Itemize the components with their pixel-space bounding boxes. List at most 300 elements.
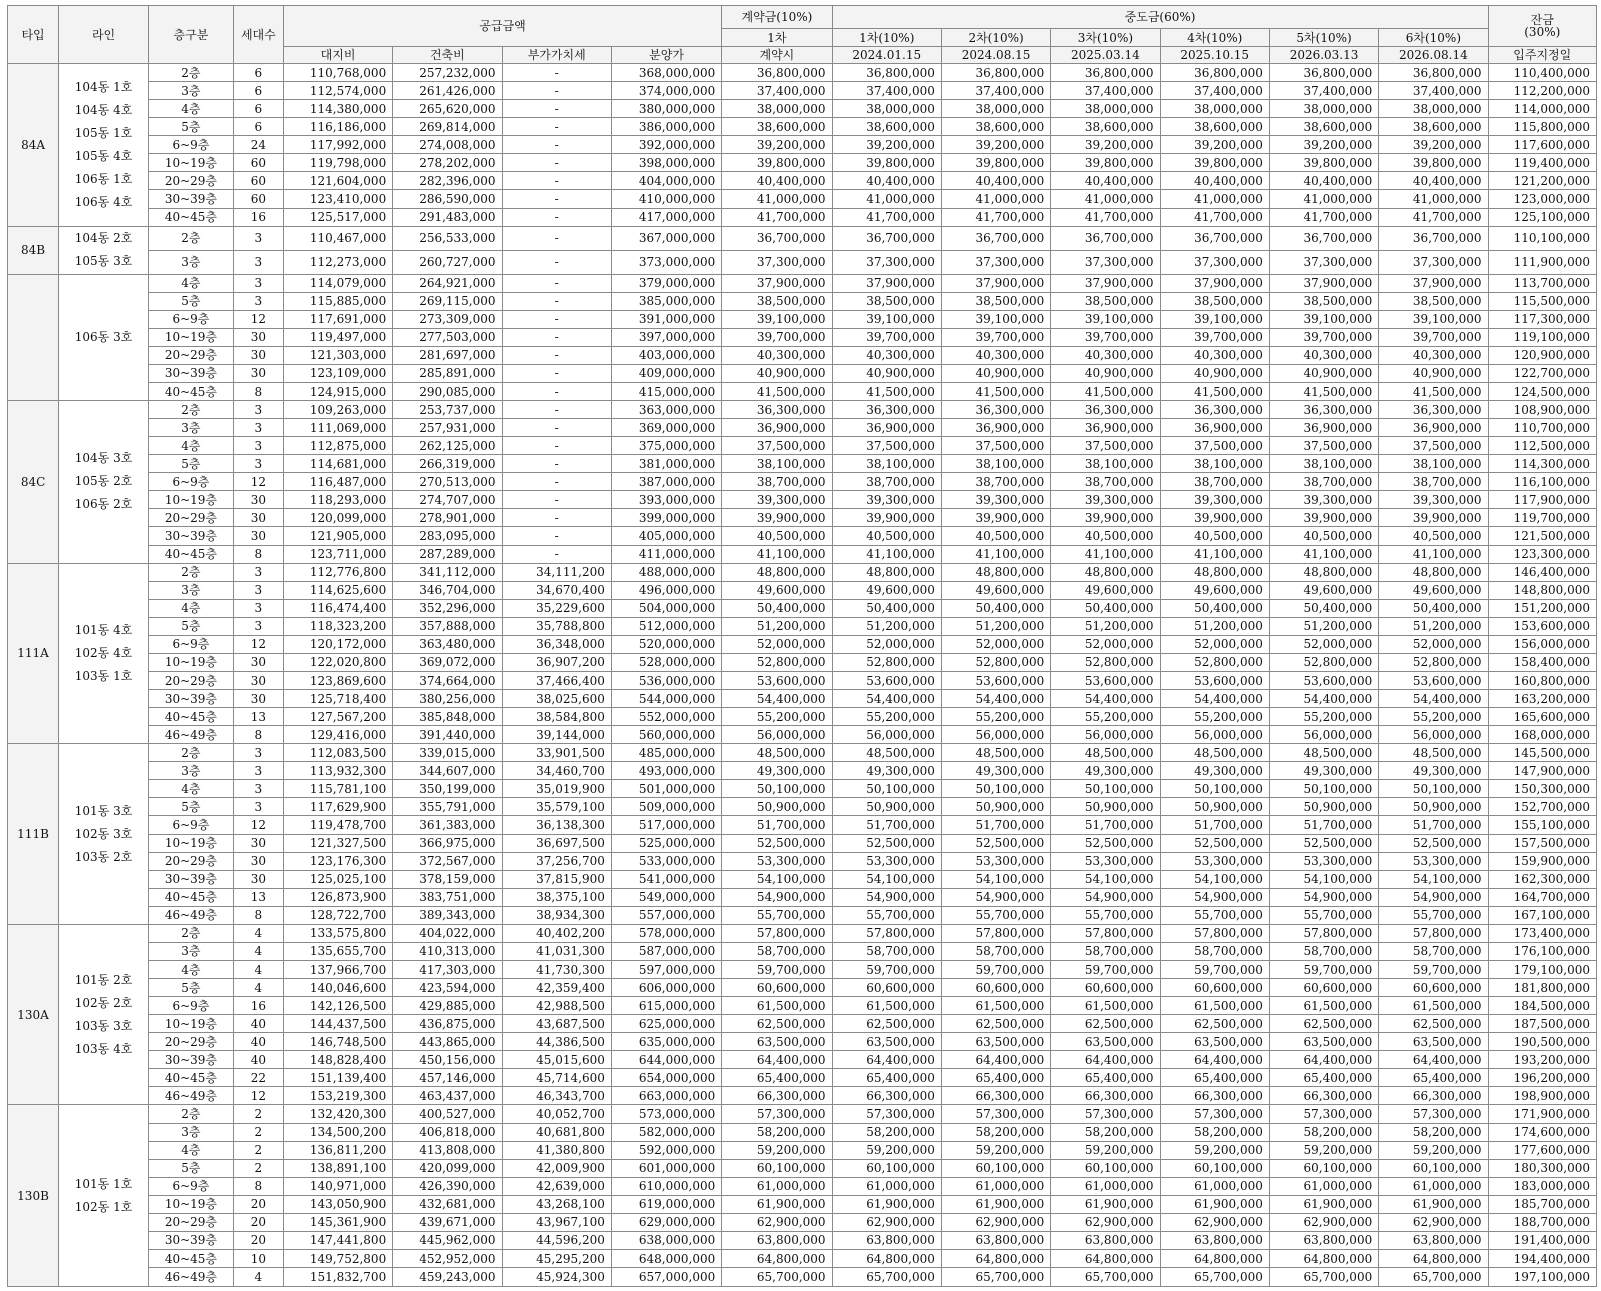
households-cell: 40 [233, 1033, 283, 1051]
middle-payment-cell: 37,300,000 [832, 250, 941, 274]
vat-cell: 35,229,600 [502, 599, 611, 617]
middle-payment-cell: 40,400,000 [1379, 172, 1488, 190]
vat-cell: - [502, 100, 611, 118]
balance-cell: 150,300,000 [1488, 780, 1596, 798]
middle-payment-cell: 65,700,000 [832, 1268, 941, 1287]
vat-cell: 35,788,800 [502, 617, 611, 635]
middle-payment-cell: 58,200,000 [1160, 1123, 1269, 1141]
households-cell: 12 [233, 473, 283, 491]
middle-payment-cell: 65,400,000 [1269, 1069, 1378, 1087]
households-cell: 40 [233, 1015, 283, 1033]
table-row [8, 960, 1597, 978]
middle-payment-cell: 50,900,000 [1051, 798, 1160, 816]
balance-cell: 160,800,000 [1488, 671, 1596, 689]
floor-cell: 4층 [149, 960, 234, 978]
land-cost-cell: 148,828,400 [283, 1051, 392, 1069]
middle-payment-cell: 37,400,000 [832, 82, 941, 100]
middle-payment-cell: 38,100,000 [832, 455, 941, 473]
middle-payment-cell: 52,800,000 [1160, 653, 1269, 671]
contract-cell: 39,900,000 [722, 509, 832, 527]
floor-cell: 6~9층 [149, 1177, 234, 1195]
building-cost-cell: 463,437,000 [393, 1087, 502, 1105]
middle-payment-cell: 40,900,000 [1051, 364, 1160, 382]
balance-cell: 111,900,000 [1488, 250, 1596, 274]
line-label: 101동 1호 [74, 1176, 133, 1191]
balance-cell: 174,600,000 [1488, 1123, 1596, 1141]
land-cost-cell: 114,380,000 [283, 100, 392, 118]
middle-payment-cell: 36,800,000 [1379, 64, 1488, 82]
middle-payment-cell: 59,200,000 [1160, 1141, 1269, 1159]
line-label: 104동 3호 [74, 451, 133, 466]
table-row [8, 509, 1597, 527]
households-cell: 16 [233, 997, 283, 1015]
building-cost-cell: 346,704,000 [393, 581, 502, 599]
land-cost-cell: 153,219,300 [283, 1087, 392, 1105]
type-cell: 84C [8, 401, 59, 564]
middle-payment-cell: 48,500,000 [1269, 744, 1378, 762]
table-row [8, 1231, 1597, 1249]
line-label: 104동 4호 [74, 102, 133, 117]
middle-payment-cell: 53,600,000 [832, 671, 941, 689]
middle-payment-cell: 36,300,000 [1379, 401, 1488, 419]
line-label: 103동 3호 [74, 1018, 133, 1033]
balance-cell: 108,900,000 [1488, 401, 1596, 419]
middle-payment-cell: 40,900,000 [832, 364, 941, 382]
building-cost-cell: 266,319,000 [393, 455, 502, 473]
middle-payment-cell: 51,200,000 [1379, 617, 1488, 635]
balance-cell: 196,200,000 [1488, 1069, 1596, 1087]
line-list [75, 447, 133, 516]
sale-price-cell: 541,000,000 [611, 870, 721, 888]
sale-price-cell: 619,000,000 [611, 1195, 721, 1213]
households-cell: 3 [233, 798, 283, 816]
middle-payment-cell: 61,900,000 [1160, 1195, 1269, 1213]
middle-payment-cell: 52,000,000 [1160, 635, 1269, 653]
middle-payment-cell: 41,100,000 [1269, 545, 1378, 563]
middle-payment-cell: 54,400,000 [1269, 690, 1378, 708]
floor-cell: 40~45층 [149, 1069, 234, 1087]
vat-cell: - [502, 527, 611, 545]
middle-payment-cell: 53,300,000 [1379, 852, 1488, 870]
vat-cell: 36,348,000 [502, 635, 611, 653]
line-cell [59, 563, 149, 744]
households-cell: 4 [233, 960, 283, 978]
building-cost-cell: 269,115,000 [393, 292, 502, 310]
table-row [8, 491, 1597, 509]
contract-cell: 36,300,000 [722, 401, 832, 419]
middle-payment-cell: 37,900,000 [1051, 274, 1160, 292]
vat-cell: 45,714,600 [502, 1069, 611, 1087]
middle-payment-cell: 53,300,000 [941, 852, 1050, 870]
contract-cell: 40,500,000 [722, 527, 832, 545]
sale-price-cell: 399,000,000 [611, 509, 721, 527]
table-row [8, 1159, 1597, 1177]
middle-payment-cell: 39,100,000 [1269, 310, 1378, 328]
contract-cell: 54,100,000 [722, 870, 832, 888]
sale-price-cell: 573,000,000 [611, 1105, 721, 1123]
sale-price-cell: 606,000,000 [611, 979, 721, 997]
contract-cell: 63,500,000 [722, 1033, 832, 1051]
sale-price-cell: 379,000,000 [611, 274, 721, 292]
middle-payment-cell: 39,100,000 [1160, 310, 1269, 328]
building-cost-cell: 380,256,000 [393, 690, 502, 708]
households-cell: 3 [233, 455, 283, 473]
balance-cell: 148,800,000 [1488, 581, 1596, 599]
vat-cell: 39,144,000 [502, 726, 611, 744]
balance-cell: 158,400,000 [1488, 653, 1596, 671]
middle-payment-cell: 41,700,000 [941, 208, 1050, 226]
middle-payment-cell: 39,100,000 [1051, 310, 1160, 328]
middle-payment-cell: 39,300,000 [832, 491, 941, 509]
households-cell: 22 [233, 1069, 283, 1087]
building-cost-cell: 278,202,000 [393, 154, 502, 172]
building-cost-cell: 273,309,000 [393, 310, 502, 328]
floor-cell: 3층 [149, 1123, 234, 1141]
building-cost-cell: 378,159,000 [393, 870, 502, 888]
middle-payment-cell: 65,400,000 [941, 1069, 1050, 1087]
middle-payment-cell: 53,300,000 [1160, 852, 1269, 870]
middle-payment-cell: 40,900,000 [1379, 364, 1488, 382]
middle-payment-cell: 63,800,000 [1379, 1231, 1488, 1249]
balance-cell: 145,500,000 [1488, 744, 1596, 762]
middle-payment-cell: 61,000,000 [1269, 1177, 1378, 1195]
table-row [8, 1069, 1597, 1087]
contract-cell: 54,900,000 [722, 888, 832, 906]
middle-payment-cell: 65,400,000 [1379, 1069, 1488, 1087]
contract-cell: 40,400,000 [722, 172, 832, 190]
middle-payment-cell: 61,500,000 [1160, 997, 1269, 1015]
line-cell [59, 401, 149, 564]
contract-cell: 63,800,000 [722, 1231, 832, 1249]
middle-payment-cell: 51,700,000 [1379, 816, 1488, 834]
middle-payment-cell: 50,100,000 [1051, 780, 1160, 798]
middle-payment-cell: 39,900,000 [1269, 509, 1378, 527]
table-row [8, 100, 1597, 118]
households-cell: 30 [233, 870, 283, 888]
households-cell: 30 [233, 346, 283, 364]
middle-payment-cell: 48,500,000 [832, 744, 941, 762]
header-balance-label: 잔금 [1530, 13, 1554, 27]
households-cell: 20 [233, 1231, 283, 1249]
building-cost-cell: 253,737,000 [393, 401, 502, 419]
table-row [8, 545, 1597, 563]
households-cell: 24 [233, 136, 283, 154]
building-cost-cell: 341,112,000 [393, 563, 502, 581]
middle-payment-cell: 53,300,000 [1269, 852, 1378, 870]
middle-payment-cell: 38,500,000 [832, 292, 941, 310]
middle-payment-cell: 39,700,000 [1379, 328, 1488, 346]
middle-payment-cell: 49,300,000 [941, 762, 1050, 780]
line-label: 105동 3호 [74, 254, 133, 269]
contract-cell: 56,000,000 [722, 726, 832, 744]
land-cost-cell: 112,083,500 [283, 744, 392, 762]
middle-payment-cell: 60,100,000 [1160, 1159, 1269, 1177]
vat-cell: 45,295,200 [502, 1249, 611, 1267]
middle-payment-cell: 50,100,000 [832, 780, 941, 798]
building-cost-cell: 269,814,000 [393, 118, 502, 136]
contract-cell: 59,200,000 [722, 1141, 832, 1159]
floor-cell: 30~39층 [149, 364, 234, 382]
sale-price-cell: 392,000,000 [611, 136, 721, 154]
vat-cell: 34,111,200 [502, 563, 611, 581]
middle-payment-cell: 59,200,000 [1051, 1141, 1160, 1159]
balance-cell: 197,100,000 [1488, 1268, 1596, 1287]
floor-cell: 5층 [149, 979, 234, 997]
contract-cell: 36,800,000 [722, 64, 832, 82]
middle-payment-cell: 61,500,000 [832, 997, 941, 1015]
middle-payment-cell: 57,300,000 [941, 1105, 1050, 1123]
balance-cell: 193,200,000 [1488, 1051, 1596, 1069]
households-cell: 4 [233, 1268, 283, 1287]
building-cost-cell: 457,146,000 [393, 1069, 502, 1087]
building-cost-cell: 452,952,000 [393, 1249, 502, 1267]
balance-cell: 156,000,000 [1488, 635, 1596, 653]
line-cell [59, 226, 149, 274]
line-label: 106동 3호 [74, 329, 133, 344]
vat-cell: - [502, 401, 611, 419]
line-cell [59, 1105, 149, 1287]
contract-cell: 40,900,000 [722, 364, 832, 382]
sale-price-cell: 411,000,000 [611, 545, 721, 563]
vat-cell: - [502, 190, 611, 208]
header-building: 건축비 [393, 47, 502, 64]
middle-payment-cell: 39,700,000 [1160, 328, 1269, 346]
land-cost-cell: 133,575,800 [283, 924, 392, 942]
middle-payment-cell: 49,300,000 [832, 762, 941, 780]
header-contract: 계약금(10%) [722, 6, 832, 29]
households-cell: 4 [233, 979, 283, 997]
balance-cell: 171,900,000 [1488, 1105, 1596, 1123]
middle-payment-cell: 36,700,000 [1051, 226, 1160, 250]
middle-payment-cell: 64,400,000 [941, 1051, 1050, 1069]
vat-cell: - [502, 346, 611, 364]
middle-payment-cell: 59,200,000 [1269, 1141, 1378, 1159]
middle-payment-cell: 37,900,000 [1379, 274, 1488, 292]
middle-payment-cell: 41,700,000 [832, 208, 941, 226]
vat-cell: 33,901,500 [502, 744, 611, 762]
households-cell: 20 [233, 1195, 283, 1213]
households-cell: 6 [233, 100, 283, 118]
middle-payment-cell: 54,100,000 [832, 870, 941, 888]
building-cost-cell: 352,296,000 [393, 599, 502, 617]
building-cost-cell: 286,590,000 [393, 190, 502, 208]
table-row [8, 208, 1597, 226]
land-cost-cell: 113,932,300 [283, 762, 392, 780]
table-header [8, 6, 1597, 64]
vat-cell: - [502, 310, 611, 328]
land-cost-cell: 110,768,000 [283, 64, 392, 82]
middle-payment-cell: 52,800,000 [832, 653, 941, 671]
middle-payment-cell: 39,200,000 [1269, 136, 1378, 154]
land-cost-cell: 110,467,000 [283, 226, 392, 250]
table-row [8, 382, 1597, 400]
middle-payment-cell: 38,100,000 [1160, 455, 1269, 473]
middle-payment-cell: 50,400,000 [941, 599, 1050, 617]
middle-payment-cell: 52,800,000 [1269, 653, 1378, 671]
contract-cell: 50,100,000 [722, 780, 832, 798]
contract-cell: 51,200,000 [722, 617, 832, 635]
middle-payment-cell: 40,900,000 [1160, 364, 1269, 382]
middle-payment-cell: 38,500,000 [1379, 292, 1488, 310]
middle-payment-cell: 41,000,000 [1379, 190, 1488, 208]
contract-cell: 52,800,000 [722, 653, 832, 671]
building-cost-cell: 277,503,000 [393, 328, 502, 346]
middle-payment-cell: 62,900,000 [1051, 1213, 1160, 1231]
middle-payment-cell: 39,800,000 [1379, 154, 1488, 172]
balance-cell: 190,500,000 [1488, 1033, 1596, 1051]
sale-price-cell: 391,000,000 [611, 310, 721, 328]
middle-payment-cell: 48,500,000 [941, 744, 1050, 762]
middle-payment-cell: 55,700,000 [1379, 906, 1488, 924]
building-cost-cell: 278,901,000 [393, 509, 502, 527]
middle-payment-cell: 60,100,000 [1269, 1159, 1378, 1177]
middle-payment-cell: 54,100,000 [1269, 870, 1378, 888]
floor-cell: 20~29층 [149, 172, 234, 190]
floor-cell: 5층 [149, 798, 234, 816]
balance-cell: 146,400,000 [1488, 563, 1596, 581]
land-cost-cell: 147,441,800 [283, 1231, 392, 1249]
households-cell: 12 [233, 816, 283, 834]
middle-payment-cell: 36,300,000 [1269, 401, 1378, 419]
header-middle-date: 2025.03.14 [1051, 47, 1160, 64]
sale-price-cell: 615,000,000 [611, 997, 721, 1015]
sale-price-cell: 488,000,000 [611, 563, 721, 581]
table-row [8, 599, 1597, 617]
middle-payment-cell: 38,100,000 [1269, 455, 1378, 473]
sale-price-cell: 374,000,000 [611, 82, 721, 100]
floor-cell: 30~39층 [149, 870, 234, 888]
middle-payment-cell: 50,400,000 [1379, 599, 1488, 617]
middle-payment-cell: 52,800,000 [1051, 653, 1160, 671]
building-cost-cell: 339,015,000 [393, 744, 502, 762]
table-row [8, 82, 1597, 100]
land-cost-cell: 116,487,000 [283, 473, 392, 491]
middle-payment-cell: 48,800,000 [832, 563, 941, 581]
vat-cell: 45,924,300 [502, 1268, 611, 1287]
line-label: 103동 4호 [74, 1041, 133, 1056]
middle-payment-cell: 52,500,000 [1160, 834, 1269, 852]
middle-payment-cell: 55,200,000 [832, 708, 941, 726]
contract-cell: 52,500,000 [722, 834, 832, 852]
middle-payment-cell: 64,800,000 [1379, 1249, 1488, 1267]
middle-payment-cell: 52,800,000 [1379, 653, 1488, 671]
sale-price-cell: 403,000,000 [611, 346, 721, 364]
balance-cell: 120,900,000 [1488, 346, 1596, 364]
middle-payment-cell: 66,300,000 [1160, 1087, 1269, 1105]
middle-payment-cell: 49,600,000 [832, 581, 941, 599]
households-cell: 4 [233, 942, 283, 960]
land-cost-cell: 117,691,000 [283, 310, 392, 328]
middle-payment-cell: 41,100,000 [941, 545, 1050, 563]
land-cost-cell: 125,025,100 [283, 870, 392, 888]
middle-payment-cell: 36,300,000 [1160, 401, 1269, 419]
table-row [8, 172, 1597, 190]
middle-payment-cell: 50,900,000 [1160, 798, 1269, 816]
line-list [75, 969, 133, 1061]
building-cost-cell: 363,480,000 [393, 635, 502, 653]
middle-payment-cell: 38,700,000 [1379, 473, 1488, 491]
contract-cell: 37,400,000 [722, 82, 832, 100]
vat-cell: - [502, 154, 611, 172]
balance-cell: 155,100,000 [1488, 816, 1596, 834]
sale-price-cell: 544,000,000 [611, 690, 721, 708]
middle-payment-cell: 64,400,000 [1160, 1051, 1269, 1069]
land-cost-cell: 145,361,900 [283, 1213, 392, 1231]
sale-price-cell: 363,000,000 [611, 401, 721, 419]
middle-payment-cell: 41,100,000 [1160, 545, 1269, 563]
vat-cell: 35,019,900 [502, 780, 611, 798]
middle-payment-cell: 38,000,000 [832, 100, 941, 118]
middle-payment-cell: 38,600,000 [1379, 118, 1488, 136]
vat-cell: 43,687,500 [502, 1015, 611, 1033]
table-row [8, 798, 1597, 816]
middle-payment-cell: 57,800,000 [832, 924, 941, 942]
middle-payment-cell: 50,100,000 [941, 780, 1050, 798]
sale-price-cell: 638,000,000 [611, 1231, 721, 1249]
floor-cell: 20~29층 [149, 671, 234, 689]
middle-payment-cell: 55,200,000 [1269, 708, 1378, 726]
middle-payment-cell: 40,500,000 [941, 527, 1050, 545]
land-cost-cell: 137,966,700 [283, 960, 392, 978]
middle-payment-cell: 57,300,000 [1379, 1105, 1488, 1123]
header-balance [1488, 6, 1596, 47]
middle-payment-cell: 41,000,000 [1269, 190, 1378, 208]
middle-payment-cell: 38,600,000 [1269, 118, 1378, 136]
middle-payment-cell: 52,500,000 [1269, 834, 1378, 852]
land-cost-cell: 126,873,900 [283, 888, 392, 906]
table-row [8, 190, 1597, 208]
middle-payment-cell: 38,700,000 [1051, 473, 1160, 491]
middle-payment-cell: 60,100,000 [1051, 1159, 1160, 1177]
middle-payment-cell: 54,900,000 [1379, 888, 1488, 906]
floor-cell: 40~45층 [149, 1249, 234, 1267]
contract-cell: 49,600,000 [722, 581, 832, 599]
contract-cell: 66,300,000 [722, 1087, 832, 1105]
middle-payment-cell: 63,800,000 [1269, 1231, 1378, 1249]
middle-payment-cell: 38,600,000 [1160, 118, 1269, 136]
vat-cell: 38,934,300 [502, 906, 611, 924]
building-cost-cell: 406,818,000 [393, 1123, 502, 1141]
sale-price-cell: 410,000,000 [611, 190, 721, 208]
middle-payment-cell: 40,400,000 [941, 172, 1050, 190]
middle-payment-cell: 41,000,000 [1051, 190, 1160, 208]
sale-price-cell: 549,000,000 [611, 888, 721, 906]
land-cost-cell: 151,832,700 [283, 1268, 392, 1287]
households-cell: 2 [233, 1105, 283, 1123]
middle-payment-cell: 61,500,000 [1269, 997, 1378, 1015]
households-cell: 8 [233, 726, 283, 744]
table-row [8, 364, 1597, 382]
sale-price-cell: 397,000,000 [611, 328, 721, 346]
middle-payment-cell: 37,500,000 [832, 437, 941, 455]
middle-payment-cell: 52,000,000 [1379, 635, 1488, 653]
vat-cell: 38,375,100 [502, 888, 611, 906]
middle-payment-cell: 63,800,000 [832, 1231, 941, 1249]
contract-cell: 65,400,000 [722, 1069, 832, 1087]
households-cell: 30 [233, 509, 283, 527]
floor-cell: 3층 [149, 581, 234, 599]
households-cell: 3 [233, 762, 283, 780]
building-cost-cell: 366,975,000 [393, 834, 502, 852]
sale-price-cell: 386,000,000 [611, 118, 721, 136]
line-label: 105동 2호 [74, 474, 133, 489]
floor-cell: 10~19층 [149, 1195, 234, 1213]
middle-payment-cell: 57,300,000 [1269, 1105, 1378, 1123]
table-row [8, 762, 1597, 780]
balance-cell: 114,000,000 [1488, 100, 1596, 118]
vat-cell: - [502, 328, 611, 346]
land-cost-cell: 121,905,000 [283, 527, 392, 545]
